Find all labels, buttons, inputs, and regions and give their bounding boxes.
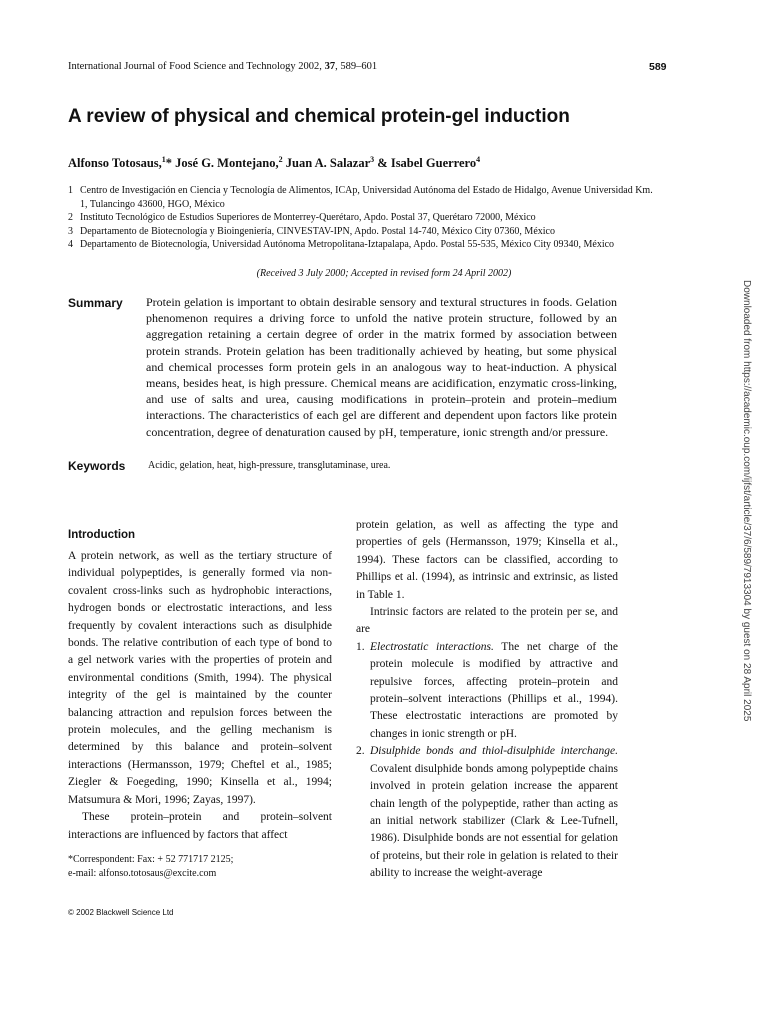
keywords-text: Acidic, gelation, heat, high-pressure, transglutaminase, urea. (148, 460, 391, 471)
running-head: International Journal of Food Science and Technology 2002, 37, 589–601 (68, 61, 378, 72)
paragraph: Intrinsic factors are related to the protein per se, and are (356, 606, 618, 636)
author-list: Alfonso Totosaus,$^1$* José G. Montejano,$^2$ Juan A. Salazar$^3$ & Isabel Guerrero$^4$ (68, 155, 481, 171)
affiliation: 3 Departamento de Biotecnología y Bioingeniería, CINVESTAV-IPN, Apdo. Postal 14-740, México City 07360, México (68, 225, 555, 237)
list-item: 2. Disulphide bonds and thiol-disulphide interchange. Covalent disulphide bonds among polypeptide chains involved in protein gelation increase the apparent chain length of the polypeptide, rather than acting as an initial network stabilizer (Clark & Lee-Tufnell, 1986). Disulphide bonds are not essential for gelation of proteins, but their role in gelation is related to their ability to increase the weight-average (356, 745, 618, 880)
author: José G. Montejano, (175, 156, 279, 171)
affiliation: 2 Instituto Tecnológico de Estudios Superiores de Monterrey-Querétaro, Apdo. Postal 37, Querétaro 72000, México (68, 212, 536, 224)
section-heading: Introduction (68, 529, 136, 541)
received-dates: (Received 3 July 2000; Accepted in revised form 24 April 2002) (256, 268, 512, 279)
affiliation: 1 Centro de Investigación en Ciencia y Tecnología de Alimentos, ICAp, Universidad Autónoma del Estado de Hidalgo, Avenue Universidad Km. 1, Tulancingo 43600, HGO, México (68, 185, 653, 210)
article-title: A review of physical and chemical protein-gel induction (68, 106, 570, 127)
author: Alfonso Totosaus, (68, 156, 162, 171)
paragraph: These protein–protein and protein–solvent interactions are influenced by factors that affect (68, 811, 332, 841)
summary-text: Protein gelation is important to obtain desirable sensory and textural structures in foods. Gelation phenomenon requires a driving force to unfold the native protein structure, followed by an aggregation retaining a certain degree of order in the matrix formed by association between protein strands. Protein gelation has been traditionally achieved by heating, but some physical and chemical processes form protein gels in an analogous way to heat-induction. A physical means, besides heat, is high pressure. Chemical means are acidification, enzymatic cross-linking, and use of salts and urea, causing modifications in protein–protein and protein–medium interactions. The characteristics of each gel are different and dependent upon factors like protein concentration, degree of denaturation caused by pH, temperature, ionic strength and/or pressure. (146, 295, 617, 439)
correspondence-note: *Correspondent: Fax: + 52 771717 2125; e-mail: alfonso.totosaus@excite.com (68, 854, 234, 879)
affiliation: 4 Departamento de Biotecnología, Universidad Autónoma Metropolitana-Iztapalapa, Apdo. Postal 55-535, México City 09340, México (68, 239, 615, 251)
keywords-label: Keywords (68, 459, 126, 473)
copyright: © 2002 Blackwell Science Ltd (68, 908, 174, 917)
left-column (68, 548, 332, 844)
list-item: 1. Electrostatic interactions. The net charge of the protein molecule is modified by attractive and repulsive forces, affecting protein–protein and protein–solvent interactions (Phillips et al., 1994). These electrostatic interactions are promoted by changes in ionic strength or pH. (356, 640, 618, 740)
author: Juan A. Salazar (285, 156, 371, 171)
summary-label: Summary (68, 296, 123, 310)
paragraph: protein gelation, as well as affecting the type and properties of gels (Hermansson, 1979; Kinsella et al., 1994). These factors can be classified, according to Phillips et al. (1994), as intrinsic and extrinsic, as listed in Table 1. (356, 519, 618, 601)
right-column (356, 517, 618, 883)
author: Isabel Guerrero (390, 156, 477, 171)
email-text: e-mail: alfonso.totosaus@excite.com (68, 868, 217, 879)
paragraph: A protein network, as well as the tertiary structure of individual polypeptides, is generally formed via non-covalent cross-links such as hydrophobic interactions, hydrogen bonds or electrostatic interactions, and less frequently by covalent interactions such as disulphide bonds. The relative contribution of each type of bond to a gel network varies with the properties of protein and environmental conditions (Smith, 1994). The physical integrity of the gel is maintained by the counter balancing attraction and repulsion forces between the protein molecules, and the gelling mechanism is determined by this balance and protein–solvent interactions (Hermansson, 1979; Cheftel et al., 1985; Ziegler & Foegeding, 1990; Kinsella et al., 1994; Matsumura & Mori, 1996; Zayas, 1997). (68, 550, 332, 806)
download-watermark: Downloaded from https://academic.oup.com/ijfst/article/37/6/589/7913304 by guest on 28 April 2025 (741, 280, 752, 722)
affiliations (68, 184, 658, 252)
page-number: 589 (649, 61, 667, 73)
